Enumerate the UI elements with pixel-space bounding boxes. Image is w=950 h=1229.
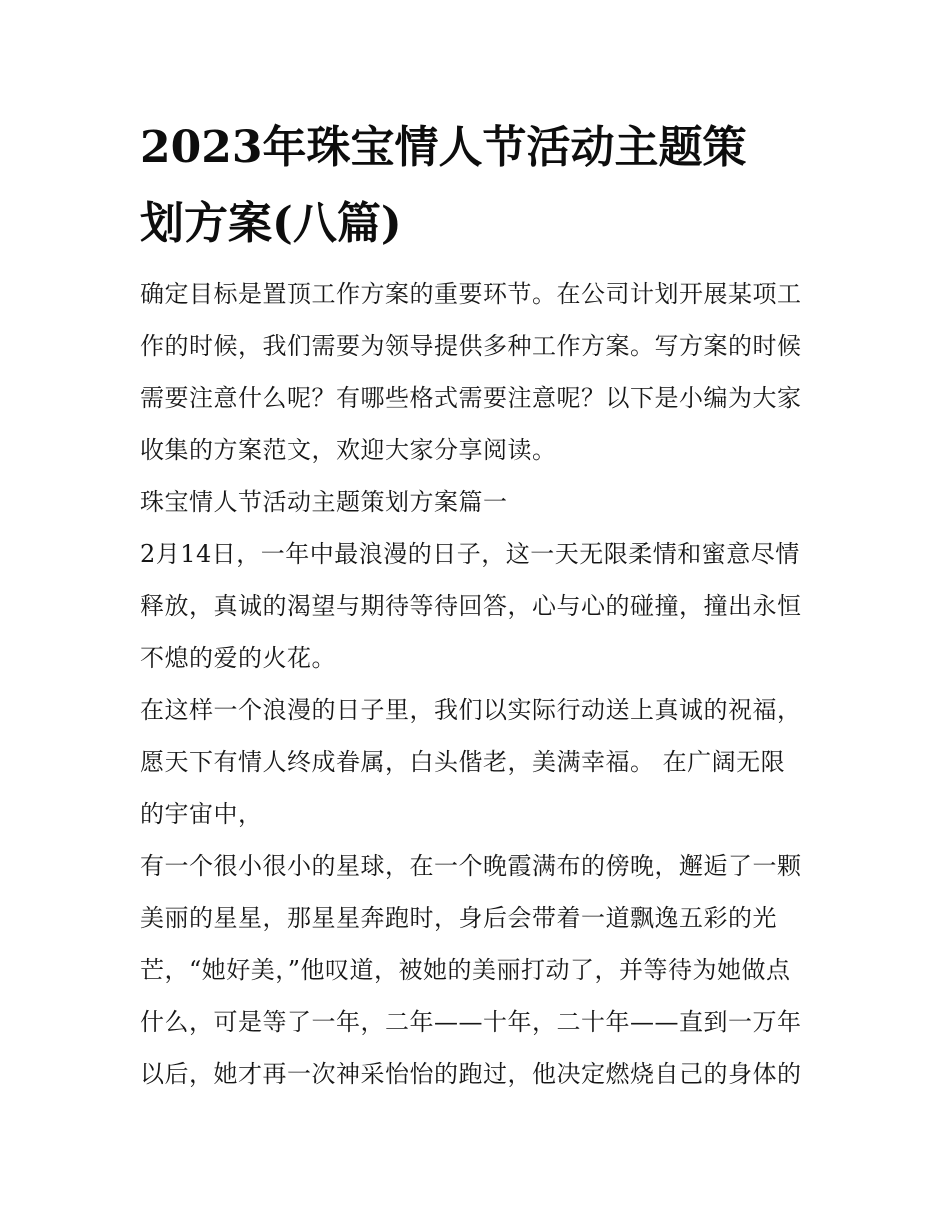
title-line-1: 2023年珠宝情人节活动主题策 [140, 122, 747, 173]
document-title [140, 110, 820, 262]
body-line: 什么，可是等了一年，二年——十年，二十年——直到一万年 [140, 1008, 802, 1036]
body-line: 的宇宙中， [140, 800, 263, 828]
body-line: 以后，她才再一次神采怡怡的跑过，他决定燃烧自己的身体的 [140, 1060, 802, 1088]
body-line: 作的时候，我们需要为领导提供多种工作方案。写方案的时候 [140, 332, 802, 360]
body-line: 确定目标是置顶工作方案的重要环节。在公司计划开展某项工 [140, 280, 802, 308]
section-heading: 珠宝情人节活动主题策划方案篇一 [140, 488, 508, 516]
body-line: 需要注意什么呢？有哪些格式需要注意呢？以下是小编为大家 [140, 384, 802, 412]
body-line: 2月14日，一年中最浪漫的日子，这一天无限柔情和蜜意尽情 [140, 540, 800, 568]
body-line: 不熄的爱的火花。 [140, 644, 336, 672]
body-line: 愿天下有情人终成眷属，白头偕老，美满幸福。 在广阔无限 [140, 748, 786, 776]
body-line: 收集的方案范文，欢迎大家分享阅读。 [140, 436, 557, 464]
title-line-2: 划方案(八篇) [140, 198, 402, 249]
document-body [140, 268, 830, 1100]
body-line: 在这样一个浪漫的日子里，我们以实际行动送上真诚的祝福， [140, 696, 802, 724]
body-line: 有一个很小很小的星球，在一个晚霞满布的傍晚，邂逅了一颗 [140, 852, 802, 880]
body-line: 芒，“她好美，”他叹道，被她的美丽打动了，并等待为她做点 [140, 956, 791, 984]
body-line: 释放，真诚的渴望与期待等待回答，心与心的碰撞，撞出永恒 [140, 592, 802, 620]
body-line: 美丽的星星，那星星奔跑时，身后会带着一道飘逸五彩的光 [140, 904, 777, 932]
